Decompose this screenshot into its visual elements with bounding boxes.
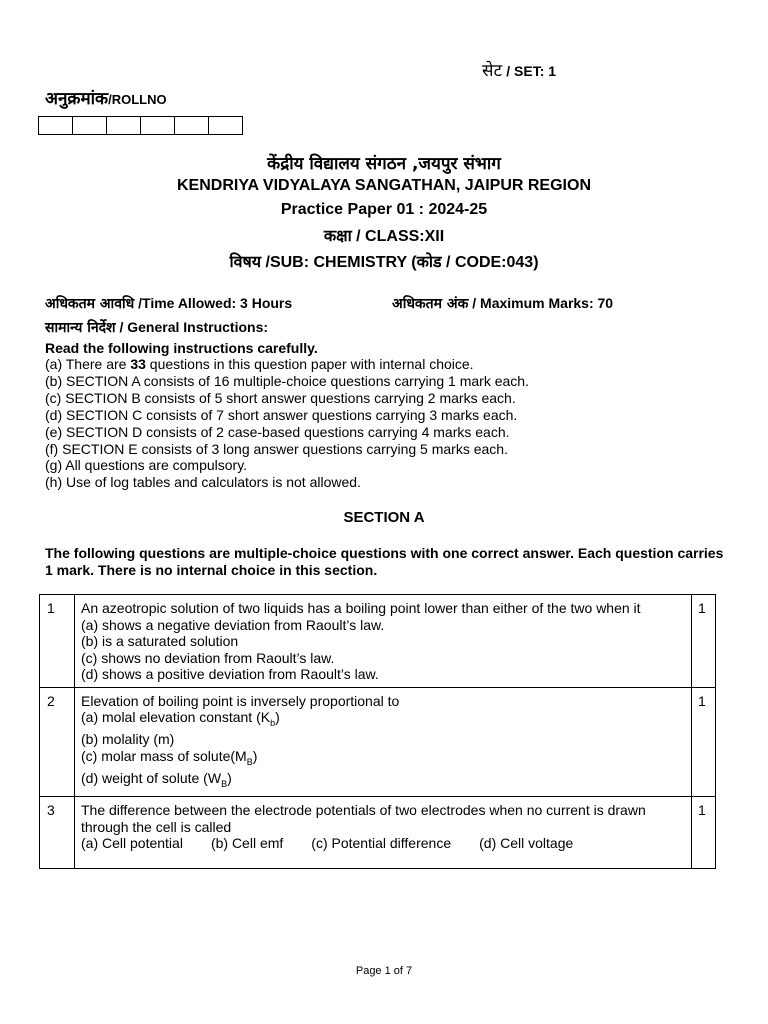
marks-hindi: अधिकतम अंक	[392, 296, 469, 312]
class-hindi: कक्षा	[323, 226, 352, 245]
question-body	[75, 595, 692, 688]
option: (c) Potential difference	[311, 835, 452, 852]
option: (d) shows a positive deviation from Raoult’s law.	[81, 666, 379, 682]
time-allowed	[45, 294, 292, 313]
rollno-box[interactable]	[106, 116, 141, 135]
marks-english: / Maximum Marks: 70	[468, 295, 614, 311]
question-body	[75, 687, 692, 797]
class-line	[0, 224, 768, 246]
page-footer: Page 1 of 7	[355, 965, 413, 977]
rollno-label-hindi: अनुक्रमांक	[45, 89, 109, 109]
question-text: Elevation of boiling point is inversely proportional to	[81, 692, 400, 709]
section-description: The following questions are multiple-choice questions with one correct answer. Each question carries 1 mark. There is no internal choice in this section.	[45, 545, 724, 578]
option: (a) shows a negative deviation from Raoult’s law.	[81, 616, 385, 633]
read-instructions-heading: Read the following instructions carefully.	[45, 340, 318, 356]
subject-english: /SUB: CHEMISTRY (	[261, 254, 417, 271]
instruction-item: (f) SECTION E consists of 3 long answer questions carrying 5 marks each.	[45, 440, 508, 457]
option	[81, 731, 686, 748]
question-number: 3	[40, 797, 75, 869]
rollno-box[interactable]	[174, 116, 209, 135]
rollno-box[interactable]	[72, 116, 107, 135]
instruction-list	[45, 356, 529, 491]
rollno-label	[45, 86, 167, 109]
option-text: )	[252, 747, 258, 764]
rollno-box[interactable]	[208, 116, 243, 135]
code-hindi: कोड	[416, 252, 442, 271]
instruction-item: (g) All questions are compulsory.	[45, 457, 248, 474]
maximum-marks	[392, 294, 613, 313]
option-text: (c) molar mass of solute(M	[81, 747, 247, 764]
set-label-english: / SET: 1	[506, 63, 557, 79]
question-number: 2	[40, 687, 75, 797]
question-marks: 1	[692, 687, 716, 797]
option-text: )	[227, 770, 232, 787]
question-row	[40, 797, 716, 869]
organization-english: KENDRIYA VIDYALAYA SANGATHAN, JAIPUR REGION	[176, 177, 591, 194]
question-row	[40, 687, 716, 797]
general-instructions-heading	[45, 318, 268, 337]
instruction-text: (a) There are	[45, 356, 131, 372]
subscript: b	[270, 717, 276, 728]
gi-english: / General Instructions:	[115, 319, 269, 335]
option: (a) Cell potential	[81, 835, 183, 852]
question-body	[75, 797, 692, 869]
rollno-box[interactable]	[38, 116, 73, 135]
time-english: /Time Allowed: 3 Hours	[134, 295, 293, 311]
instruction-item: (d) SECTION C consists of 7 short answer questions carrying 3 marks each.	[45, 406, 518, 423]
option-text: (b) molality (m)	[81, 731, 175, 748]
rollno-boxes	[38, 116, 243, 135]
paper-title: Practice Paper 01 : 2024-25	[280, 201, 488, 218]
option	[81, 709, 686, 731]
option	[81, 770, 686, 792]
instruction-item: (h) Use of log tables and calculators is not allowed.	[45, 474, 361, 491]
question-row	[40, 595, 716, 688]
set-label-hindi: सेट	[482, 61, 503, 81]
option-text: )	[275, 709, 280, 725]
class-english: / CLASS:XII	[351, 228, 445, 245]
question-text: An azeotropic solution of two liquids has a boiling point lower than either of the two when it	[81, 600, 641, 616]
organization-hindi: केंद्रीय विद्यालय संगठन ,जयपुर संभाग	[267, 154, 501, 174]
code-english: / CODE:043)	[441, 254, 539, 271]
question-marks: 1	[692, 595, 716, 688]
subject-line	[0, 250, 768, 272]
subject-hindi: विषय	[229, 252, 262, 271]
gi-hindi: सामान्य निर्देश	[45, 320, 116, 336]
option: (d) Cell voltage	[479, 835, 574, 852]
section-title: SECTION A	[343, 509, 425, 526]
instruction-item	[45, 356, 529, 373]
option	[81, 748, 686, 770]
question-number: 1	[40, 595, 75, 688]
option-text: (a) molal elevation constant (K	[81, 709, 271, 725]
option: (c) shows no deviation from Raoult’s law.	[81, 649, 335, 666]
subscript: B	[221, 778, 228, 789]
rollno-label-english: /ROLLNO	[108, 92, 167, 107]
time-hindi: अधिकतम आवधि	[45, 296, 135, 312]
question-text: The difference between the electrode potentials of two electrodes when no current is drawn through the cell is called	[81, 802, 646, 835]
question-count: 33	[130, 356, 146, 372]
rollno-box[interactable]	[140, 116, 175, 135]
set-number	[482, 58, 556, 81]
question-marks: 1	[692, 797, 716, 869]
option: (b) Cell emf	[210, 835, 284, 852]
question-table	[39, 594, 716, 869]
instruction-item: (c) SECTION B consists of 5 short answer questions carrying 2 marks each.	[45, 389, 516, 406]
instruction-item: (e) SECTION D consists of 2 case-based questions carrying 4 marks each.	[45, 423, 510, 440]
instruction-item: (b) SECTION A consists of 16 multiple-choice questions carrying 1 mark each.	[45, 372, 529, 389]
options-inline	[81, 835, 686, 852]
option: (b) is a saturated solution	[81, 633, 239, 649]
subscript: B	[246, 756, 253, 767]
option-text: (d) weight of solute (W	[81, 770, 222, 787]
instruction-text: questions in this question paper with internal choice.	[145, 356, 474, 372]
